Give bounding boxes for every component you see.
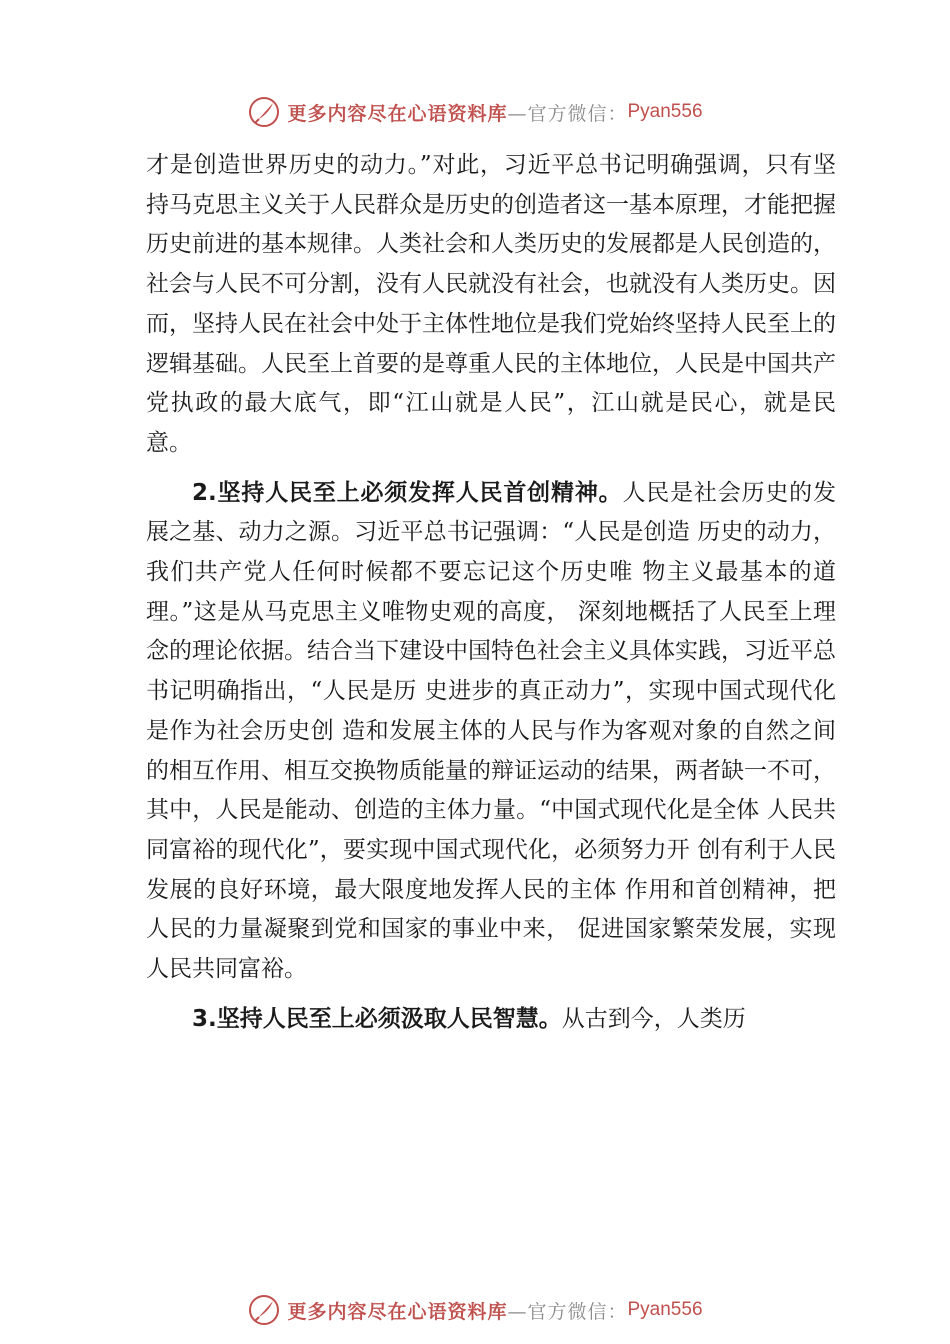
feather-pen-logo-icon: [247, 95, 281, 129]
header-banner: [0, 92, 950, 132]
document-body: [146, 146, 836, 1039]
footer-wechat-id: Pyan556: [627, 1299, 703, 1320]
banner-wechat-id: Pyan556: [627, 101, 703, 122]
footer-banner: [0, 1290, 950, 1330]
section-3-text: 从古到今，人类历: [561, 1005, 746, 1032]
banner-brand-text: 更多内容尽在心语资料库: [287, 102, 508, 125]
section-item-3: [146, 1000, 836, 1040]
section-2-heading: 2.坚持人民至上必须发挥人民首创精神。: [192, 479, 623, 506]
section-3-heading: 3.坚持人民至上必须汲取人民智慧。: [192, 1005, 562, 1032]
footer-brand-text: 更多内容尽在心语资料库: [287, 1300, 508, 1323]
section-2-text: 人民是社会历史的发展之基、动力之源。习近平总书记强调：“人民是创造 历史的动力，我们共产党人任何时候都不要忘记这个历史唯 物主义最基本的道理。”这是从马克思主义唯物史观的高度， 深刻地概括了人民至上理念的理论依据。结合当下建设中国特色社会主义具体实践，习近平总书记明确指出，“人民是历 史进步的真正动力”，实现中国式现代化是作为社会历史创 造和发展主体的人民与作为客观对象的自然之间的相互作用、相互交换物质能量的辩证运动的结果，两者缺一不可， 其中，人民是能动、创造的主体力量。“中国式现代化是全体 人民共同富裕的现代化”，要实现中国式现代化，必须努力开 创有利于人民发展的良好环境，最大限度地发挥人民的主体 作用和首创精神，把人民的力量凝聚到党和国家的事业中来， 促进国家繁荣发展，实现人民共同富裕。: [146, 479, 836, 983]
banner-official-label: —官方微信：: [507, 102, 628, 125]
footer-official-label: —官方微信：: [507, 1300, 628, 1323]
paragraph-1: 才是创造世界历史的动力。”对此，习近平总书记明确强调，只有坚持马克思主义关于人民群众是历史的创造者这一基本原理，才能把握历史前进的基本规律。人类社会和人类历史的发展都是人民创造的，社会与人民不可分割，没有人民就没有社会，也就没有人类历史。因而，坚持人民在社会中处于主体性地位是我们党始终坚持人民至上的逻辑基础。人民至上首要的是尊重人民的主体地位，人民是中国共产党执政的最大底气，即“江山就是人民”，江山就是民心，就是民意。: [146, 152, 836, 456]
feather-pen-logo-icon: [247, 1293, 281, 1327]
section-item-2: [146, 474, 836, 990]
